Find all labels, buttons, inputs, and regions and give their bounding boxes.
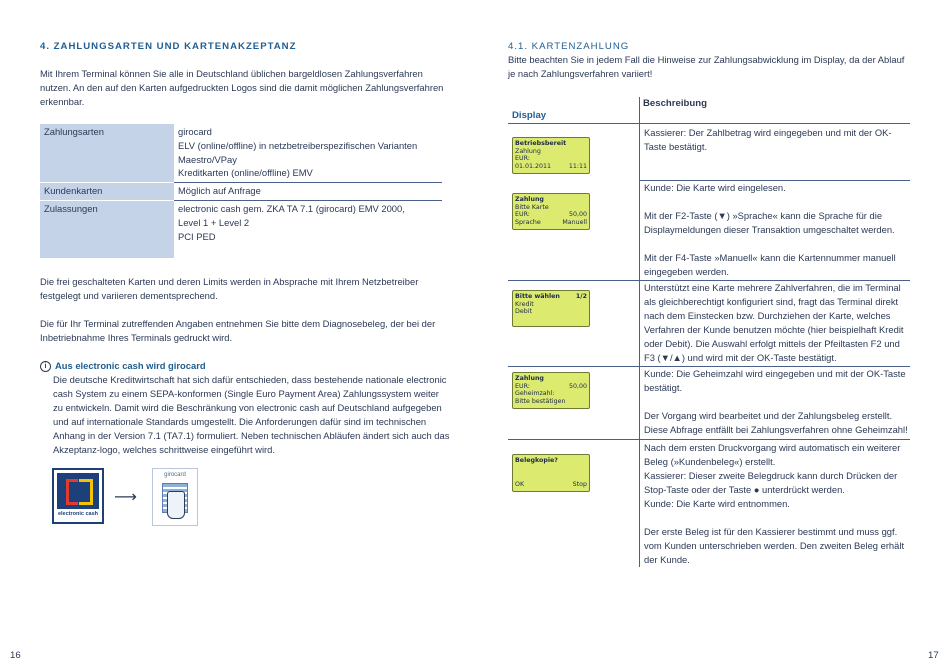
- intro-text: Mit Ihrem Terminal können Sie alle in Deutschland üblichen bargeldlosen Zahlungsverfahren nutzen. An den auf den Karten aufgedruckten Logos sind die damit möglichen Zahlungsverfahren erkennbar.: [40, 68, 444, 107]
- girocard-logo-text: girocard: [164, 472, 186, 478]
- lcd-text: Belegkopie?: [515, 457, 558, 464]
- lcd-line: [515, 204, 587, 212]
- girocard-logo: [152, 468, 198, 526]
- info-body: Die deutsche Kreditwirtschaft hat sich dafür entschieden, dass bestehende nationale electronic cash System zu einem SEPA-konformen (Single Euro Payment Area) Zahlungssystem weiter zu entwickeln. Damit wird die Beschränkung von electronic cash auf Deutschland aufgegeben und auf internationale Standards umgestellt. Die Anforderungen dafür sind im technischen Anhang in der Version 7.1 (TA7.1) formuliert. Neben technischen Abläufen ändert sich auch das Akzeptanz-logo, welches schrittweise eingeführt wird.: [53, 374, 450, 455]
- description-paragraph: Kunde: Die Geheimzahl wird eingegeben und mit der OK-Taste bestätigt.: [644, 368, 906, 393]
- table-row: [40, 200, 442, 258]
- description-row: [644, 181, 912, 279]
- lcd-line: [515, 140, 587, 148]
- lcd-line: [515, 457, 587, 465]
- description-paragraph: Der Vorgang wird bearbeitet und der Zahlungsbeleg erstellt. Diese Abfrage entfällt bei Zahlungsverfahren ohne Geheimzahl!: [644, 410, 908, 435]
- limits-paragraph: Die frei geschalteten Karten und deren Limits werden in Absprache mit Ihrem Netzbetreiber festgelegt und variieren dementsprechend.: [40, 276, 419, 301]
- row-key: Zahlungsarten: [40, 124, 174, 183]
- diagnosis-paragraph: Die für Ihr Terminal zutreffenden Angaben entnehmen Sie bitte dem Diagnosebeleg, der bei der Inbetriebnahme Ihres Terminals gedruckt wird.: [40, 318, 436, 343]
- lcd-text: EUR:: [515, 211, 530, 219]
- lcd-text-right: Manuell: [562, 218, 587, 226]
- lcd-line: [515, 293, 587, 301]
- description-paragraph: Nach dem ersten Druckvorgang wird automatisch ein weiterer Beleg (»Kundenbeleg«) erstellt. Kassierer: Dieser zweite Belegdruck kann durch Drücken der Stop-Taste oder der Taste ● unterdrückt werden. Kunde: Die Karte wird entnommen.: [644, 442, 901, 509]
- display-screen-pin: [512, 372, 590, 409]
- lcd-line: [515, 211, 587, 219]
- lcd-line: [515, 155, 587, 163]
- lcd-line: [515, 390, 587, 398]
- lcd-line: [515, 398, 587, 406]
- display-screen-ready: [512, 137, 590, 174]
- lcd-text: OK: [515, 481, 525, 489]
- row-value: [174, 183, 442, 201]
- page-number-right: 17: [928, 650, 939, 661]
- description-row: [644, 281, 912, 365]
- lcd-line: [515, 148, 587, 156]
- girocard-hand-icon: [167, 491, 185, 519]
- column-divider: [639, 97, 640, 567]
- lcd-text: Zahlung: [515, 375, 544, 382]
- lcd-text-right: Stop: [572, 481, 587, 489]
- table-row: [40, 183, 442, 201]
- lcd-text: EUR:: [515, 382, 530, 390]
- row-value: [174, 124, 442, 183]
- lcd-text: Kredit: [515, 300, 534, 308]
- value-line: Möglich auf Anfrage: [178, 185, 261, 197]
- ec-logo-mark: [57, 473, 99, 509]
- description-paragraph: Mit der F2-Taste (▼) »Sprache« kann die Sprache für die Displaymeldungen dieser Transaktion umgeschaltet werden.: [644, 210, 895, 235]
- section-title: 4. ZAHLUNGSARTEN UND KARTENAKZEPTANZ: [40, 41, 297, 52]
- lcd-text-right: 1/2: [575, 293, 587, 300]
- lcd-line: [515, 383, 587, 391]
- lcd-text: Sprache: [515, 218, 541, 226]
- lcd-text: Betriebsbereit: [515, 140, 567, 147]
- description-row: [644, 441, 912, 567]
- subsection-title: 4.1. KARTENZAHLUNG: [508, 41, 630, 52]
- value-line: Kreditkarten (online/offline) EMV: [178, 167, 313, 179]
- lcd-text: Bitte wählen: [515, 293, 560, 300]
- lcd-line: [515, 301, 587, 309]
- description-paragraph: Kassierer: Der Zahlbetrag wird eingegeben und mit der OK- Taste bestätigt.: [644, 127, 892, 152]
- lcd-line: [515, 308, 587, 316]
- info-box: [40, 359, 450, 457]
- info-heading: [40, 359, 450, 373]
- description-paragraph: Unterstützt eine Karte mehrere Zahlverfahren, die im Terminal als gleichberechtigt konfiguriert sind, fragt das Terminal direkt nach dem Einstecken bzw. Durchziehen der Karte, welches Verfahren der Kunde benutzen möchte (hier beispielhaft Kredit oder Debit). Die Auswahl erfolgt mittels der Pfeiltasten F2 und F3 (▼/▲) und wird mit der OK-Taste bestätigt.: [644, 282, 904, 363]
- value-line: electronic cash gem. ZKA TA 7.1 (girocard) EMV 2000,: [178, 202, 405, 214]
- lcd-line: [515, 163, 587, 171]
- column-header-description: Beschreibung: [643, 98, 707, 109]
- lcd-text: 01.01.2011: [515, 162, 552, 170]
- arrow-right-icon: ⟶: [114, 489, 137, 506]
- lcd-text: Zahlung: [515, 196, 544, 203]
- logos: [52, 468, 202, 528]
- value-line: Level 1 + Level 2: [178, 216, 250, 228]
- value-line: ELV (online/offline) in netzbetreiberspezifischen Varianten: [178, 139, 418, 151]
- header-rule: [508, 123, 910, 124]
- display-screen-select-method: [512, 290, 590, 327]
- lcd-text: EUR:: [515, 155, 530, 163]
- page-number-left: 16: [10, 650, 21, 661]
- value-line: girocard: [178, 126, 212, 137]
- description-paragraph: Mit der F4-Taste »Manuell« kann die Kartennummer manuell eingegeben werden.: [644, 252, 896, 277]
- ec-e-shape: [66, 479, 78, 505]
- lcd-text: Geheimzahl:: [515, 390, 555, 398]
- value-line: PCI PED: [178, 230, 216, 242]
- display-screen-receipt-copy: [512, 454, 590, 492]
- subsection-intro: Bitte beachten Sie in jedem Fall die Hinweise zur Zahlungsabwicklung im Display, da der Ablauf je nach Zahlungsverfahren variiert!: [508, 54, 905, 79]
- display-screen-insert-card: [512, 193, 590, 230]
- ec-logo: [52, 468, 104, 524]
- description-row: [644, 126, 912, 154]
- table-row: [40, 124, 442, 183]
- row-value: [174, 200, 442, 258]
- description-paragraph: Kunde: Die Karte wird eingelesen.: [644, 182, 786, 193]
- ec-logo-text: electronic cash: [57, 511, 99, 517]
- ec-c-shape: [79, 479, 93, 505]
- lcd-line: [515, 219, 587, 227]
- column-header-display: Display: [512, 110, 547, 121]
- lcd-line: [515, 375, 587, 383]
- lcd-text: Bitte bestätigen: [515, 397, 566, 405]
- row-key: Zulassungen: [40, 200, 174, 258]
- lcd-line: [515, 196, 587, 204]
- info-icon: i: [40, 361, 51, 372]
- description-row: [644, 367, 912, 437]
- lcd-line: [515, 481, 587, 489]
- lcd-text-right: 11:11: [568, 162, 587, 170]
- lcd-text: Bitte Karte: [515, 203, 549, 211]
- lcd-text: Zahlung: [515, 147, 541, 155]
- row-rule: [508, 439, 910, 440]
- lcd-text-right: 50,00: [568, 382, 587, 390]
- info-title: Aus electronic cash wird girocard: [55, 360, 206, 371]
- value-line: Maestro/VPay: [178, 153, 237, 165]
- payment-methods-table: [40, 124, 442, 258]
- lcd-text-right: 50,00: [568, 211, 587, 219]
- row-key: Kundenkarten: [40, 183, 174, 201]
- lcd-text: Debit: [515, 308, 532, 316]
- description-paragraph: Der erste Beleg ist für den Kassierer bestimmt und muss ggf. vom Kunden unterschrieben werden. Den zweiten Beleg erhält der Kunde.: [644, 526, 905, 565]
